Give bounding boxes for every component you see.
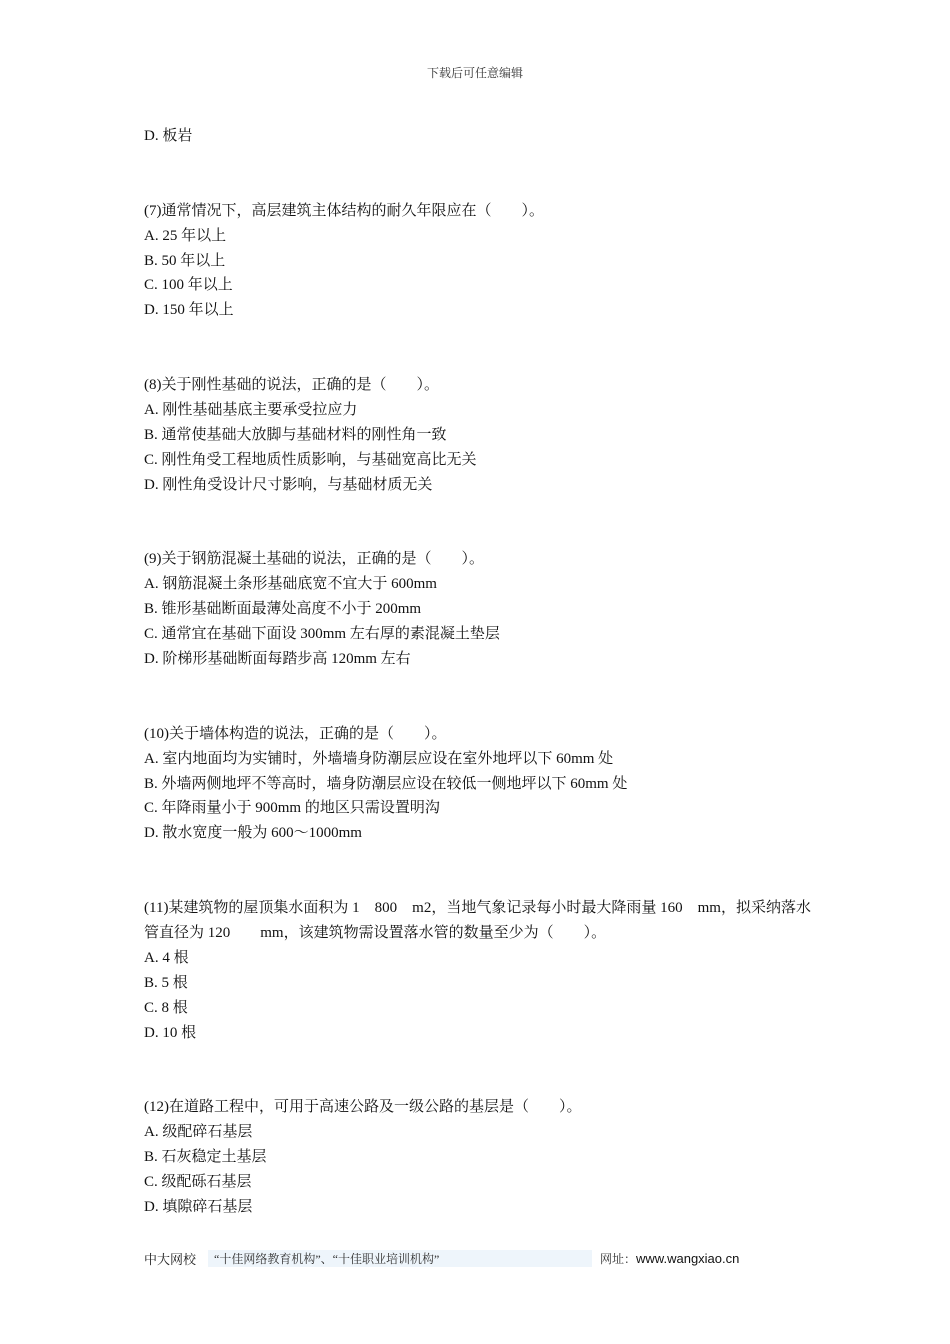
option-d: D. 150 年以上 (144, 302, 234, 319)
option-b: B. 外墙两侧地坪不等高时，墙身防潮层应设在较低一侧地坪以下 60mm 处 (144, 775, 628, 792)
spacer (144, 1045, 814, 1095)
spacer (144, 846, 814, 896)
question-stem: (9)关于钢筋混凝土基础的说法，正确的是（ ）。 (144, 551, 484, 568)
spacer (144, 323, 814, 373)
question-7 (144, 199, 814, 324)
option-c: C. 通常宜在基础下面设 300mm 左右厚的素混凝土垫层 (144, 626, 500, 643)
option-d-previous: D. 板岩 (144, 128, 193, 144)
footer-url-link[interactable]: www.wangxiao.cn (636, 1250, 740, 1266)
question-11 (144, 896, 814, 1045)
option-a: A. 级配碎石基层 (144, 1124, 253, 1141)
option-c: C. 8 根 (144, 999, 188, 1016)
footer-url-label: 网址： (600, 1251, 637, 1266)
question-12 (144, 1095, 814, 1220)
page-header: 下载后可任意编辑 (426, 66, 523, 80)
spacer (144, 498, 814, 548)
option-d: D. 散水宽度一般为 600～1000mm (144, 825, 362, 842)
option-c: C. 年降雨量小于 900mm 的地区只需设置明沟 (144, 800, 440, 817)
page-footer (144, 1249, 784, 1267)
question-stem: (11)某建筑物的屋顶集水面积为 1 800 m2，当地气象记录每小时最大降雨量 160 mm，拟采纳落水管直径为 120 mm，该建筑物需设置落水管的数量至少为（ ）。 (144, 900, 811, 941)
option-c: C. 级配砾石基层 (144, 1173, 252, 1190)
question-8 (144, 373, 814, 498)
spacer (144, 149, 814, 199)
question-stem: (7)通常情况下，高层建筑主体结构的耐久年限应在（ ）。 (144, 202, 544, 219)
option-a: A. 刚性基础基底主要承受拉应力 (144, 401, 358, 418)
option-b: B. 50 年以上 (144, 252, 226, 269)
option-d: D. 阶梯形基础断面每踏步高 120mm 左右 (144, 650, 411, 667)
document-body (144, 124, 814, 1220)
question-stem: (8)关于刚性基础的说法，正确的是（ ）。 (144, 377, 439, 394)
option-a: A. 4 根 (144, 949, 189, 966)
spacer (144, 672, 814, 722)
option-d: D. 填隙碎石基层 (144, 1198, 253, 1215)
question-9 (144, 547, 814, 672)
footer-slogan: “十佳网络教育机构”、“十佳职业培训机构” (208, 1250, 592, 1267)
option-a: A. 钢筋混凝土条形基础底宽不宜大于 600mm (144, 576, 437, 593)
question-10 (144, 722, 814, 847)
option-a: A. 室内地面均为实铺时，外墙墙身防潮层应设在室外地坪以下 60mm 处 (144, 750, 614, 767)
option-c: C. 100 年以上 (144, 277, 233, 294)
footer-org: 中大网校 (144, 1252, 197, 1268)
question-stem: (10)关于墙体构造的说法，正确的是（ ）。 (144, 725, 447, 742)
option-c: C. 刚性角受工程地质性质影响，与基础宽高比无关 (144, 451, 477, 468)
option-d: D. 刚性角受设计尺寸影响，与基础材质无关 (144, 476, 433, 493)
question-stem: (12)在道路工程中，可用于高速公路及一级公路的基层是（ ）。 (144, 1099, 582, 1116)
option-b: B. 通常使基础大放脚与基础材料的刚性角一致 (144, 426, 447, 443)
option-d: D. 10 根 (144, 1024, 197, 1041)
option-b: B. 锥形基础断面最薄处高度不小于 200mm (144, 601, 422, 618)
option-b: B. 5 根 (144, 974, 188, 991)
option-b: B. 石灰稳定土基层 (144, 1149, 267, 1166)
option-a: A. 25 年以上 (144, 227, 227, 244)
